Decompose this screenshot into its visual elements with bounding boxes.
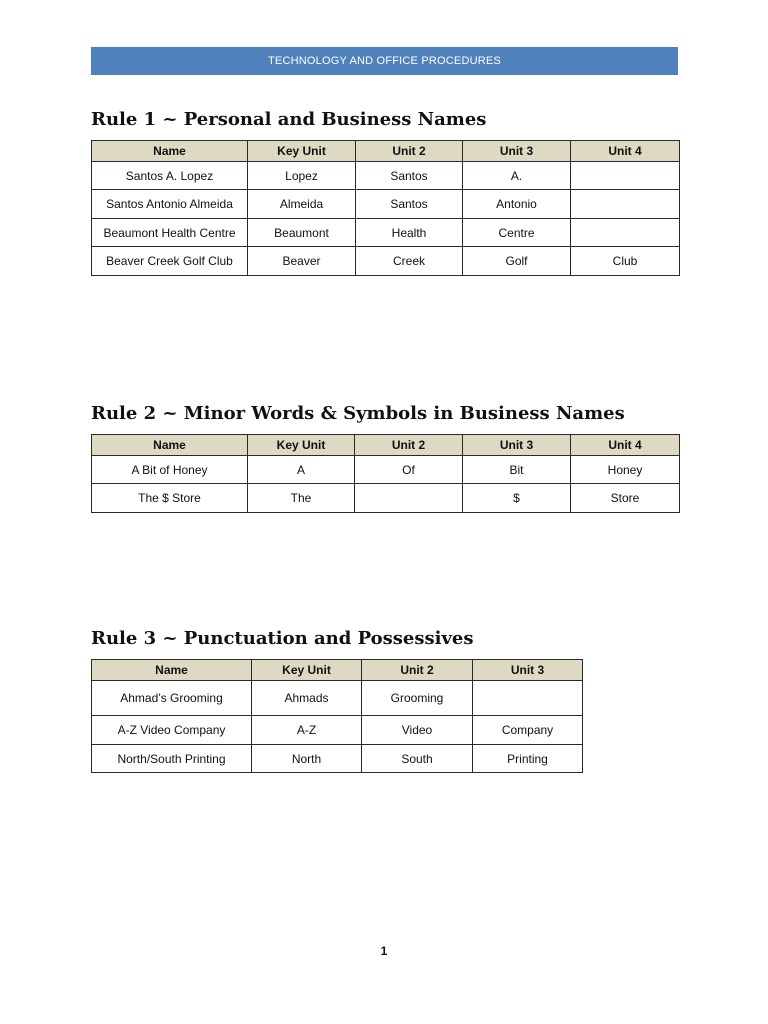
column-header-unit-2: Unit 2 <box>362 660 473 681</box>
cell-unit-2: Creek <box>356 247 463 276</box>
cell-unit-4: Club <box>571 247 680 276</box>
column-header-unit-2: Unit 2 <box>355 435 463 456</box>
header-banner: TECHNOLOGY AND OFFICE PROCEDURES <box>91 47 678 75</box>
rule2-table <box>91 434 680 513</box>
rule1-table <box>91 140 680 276</box>
cell-key-unit: Beaver <box>248 247 356 276</box>
column-header-key-unit: Key Unit <box>248 435 355 456</box>
table-row <box>92 456 680 484</box>
cell-name: Santos A. Lopez <box>92 162 248 190</box>
cell-name: The $ Store <box>92 484 248 513</box>
cell-unit-3: Bit <box>463 456 571 484</box>
cell-unit-4: Store <box>571 484 680 513</box>
table-row <box>92 190 680 219</box>
cell-name: Beaver Creek Golf Club <box>92 247 248 276</box>
rule3-table <box>91 659 583 773</box>
cell-unit-2: South <box>362 745 473 773</box>
column-header-key-unit: Key Unit <box>248 141 356 162</box>
column-header-name: Name <box>92 660 252 681</box>
cell-unit-4 <box>571 162 680 190</box>
cell-unit-3 <box>473 681 583 716</box>
column-header-unit-4: Unit 4 <box>571 141 680 162</box>
cell-key-unit: Almeida <box>248 190 356 219</box>
rule2-heading: Rule 2 ~ Minor Words & Symbols in Business Names <box>91 403 625 424</box>
cell-unit-2: Santos <box>356 190 463 219</box>
column-header-key-unit: Key Unit <box>252 660 362 681</box>
column-header-unit-3: Unit 3 <box>463 141 571 162</box>
table-row <box>92 716 583 745</box>
cell-name: North/South Printing <box>92 745 252 773</box>
cell-unit-2: Of <box>355 456 463 484</box>
cell-key-unit: A <box>248 456 355 484</box>
cell-key-unit: A-Z <box>252 716 362 745</box>
cell-name: A Bit of Honey <box>92 456 248 484</box>
table-row <box>92 247 680 276</box>
table-row <box>92 162 680 190</box>
column-header-unit-4: Unit 4 <box>571 435 680 456</box>
cell-unit-3: Golf <box>463 247 571 276</box>
cell-name: Ahmad’s Grooming <box>92 681 252 716</box>
table-header-row <box>92 660 583 681</box>
rule3-heading: Rule 3 ~ Punctuation and Possessives <box>91 628 474 649</box>
cell-unit-3: Antonio <box>463 190 571 219</box>
cell-unit-4 <box>571 219 680 247</box>
cell-name: Beaumont Health Centre <box>92 219 248 247</box>
cell-unit-2: Grooming <box>362 681 473 716</box>
table-row <box>92 219 680 247</box>
cell-unit-2: Health <box>356 219 463 247</box>
page-number: 1 <box>380 944 388 958</box>
cell-unit-2: Video <box>362 716 473 745</box>
cell-unit-3: Company <box>473 716 583 745</box>
rule1-heading: Rule 1 ~ Personal and Business Names <box>91 109 487 130</box>
column-header-name: Name <box>92 435 248 456</box>
table-row <box>92 484 680 513</box>
cell-unit-4 <box>571 190 680 219</box>
cell-key-unit: Lopez <box>248 162 356 190</box>
table-header-row <box>92 435 680 456</box>
cell-unit-3: Centre <box>463 219 571 247</box>
cell-key-unit: The <box>248 484 355 513</box>
table-row <box>92 681 583 716</box>
table-header-row <box>92 141 680 162</box>
cell-name: A-Z Video Company <box>92 716 252 745</box>
cell-unit-3: $ <box>463 484 571 513</box>
cell-key-unit: Beaumont <box>248 219 356 247</box>
cell-unit-3: A. <box>463 162 571 190</box>
column-header-unit-3: Unit 3 <box>463 435 571 456</box>
column-header-unit-2: Unit 2 <box>356 141 463 162</box>
column-header-name: Name <box>92 141 248 162</box>
cell-name: Santos Antonio Almeida <box>92 190 248 219</box>
column-header-unit-3: Unit 3 <box>473 660 583 681</box>
cell-key-unit: North <box>252 745 362 773</box>
cell-unit-2: Santos <box>356 162 463 190</box>
table-row <box>92 745 583 773</box>
cell-unit-3: Printing <box>473 745 583 773</box>
cell-unit-2 <box>355 484 463 513</box>
cell-unit-4: Honey <box>571 456 680 484</box>
cell-key-unit: Ahmads <box>252 681 362 716</box>
